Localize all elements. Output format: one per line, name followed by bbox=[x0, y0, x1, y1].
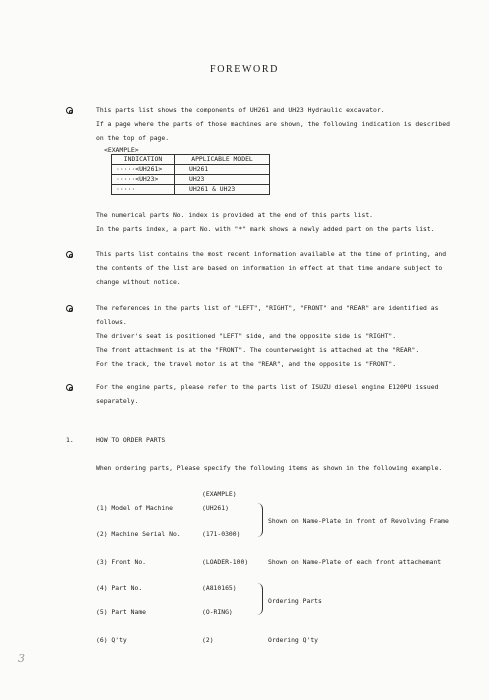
order-item-value: (A810165) bbox=[202, 584, 237, 592]
bullet-icon bbox=[66, 384, 73, 391]
table-cell: UH23 bbox=[175, 175, 270, 185]
table-cell: UH261 bbox=[175, 165, 270, 175]
table-row bbox=[112, 165, 270, 175]
order-item-value: (171-0300) bbox=[202, 530, 241, 538]
order-item-label: (5) Part Name bbox=[96, 608, 147, 616]
order-item-label: (2) Machine Serial No. bbox=[96, 530, 181, 538]
table-cell: ····· bbox=[112, 185, 175, 195]
indication-table bbox=[111, 154, 270, 195]
example-label: <EXAMPLE> bbox=[104, 146, 139, 154]
example-label: (EXAMPLE) bbox=[202, 490, 237, 498]
order-item-label: (3) Front No. bbox=[96, 558, 147, 566]
table-row bbox=[112, 185, 270, 195]
brace-bracket bbox=[256, 503, 263, 537]
order-item-label: (1) Model of Machine bbox=[96, 504, 173, 512]
table-cell: ·····<UH23> bbox=[112, 175, 175, 185]
foreword-line: the contents of the list are based on information in effect at that time andare subject to bbox=[96, 264, 443, 272]
foreword-line: on the top of page. bbox=[96, 134, 170, 142]
order-item-value: (LOADER-100) bbox=[202, 558, 249, 566]
foreword-line: The driver's seat is positioned "LEFT" side, and the opposite side is "RIGHT". bbox=[96, 332, 397, 340]
order-note: Shown on Name-Plate in front of Revolving Frame bbox=[268, 517, 449, 525]
foreword-line: For the track, the travel motor is at the "REAR", and the opposite is "FRONT". bbox=[96, 360, 397, 368]
foreword-line: follows. bbox=[96, 318, 127, 326]
table-header: INDICATION bbox=[112, 155, 175, 165]
foreword-line: In the parts index, a part No. with "*" mark shows a newly added part on the parts list. bbox=[96, 225, 435, 233]
section-number: 1. bbox=[66, 436, 74, 444]
order-item-label: (6) Q'ty bbox=[96, 636, 127, 644]
foreword-line: If a page where the parts of those machines are shown, the following indication is described bbox=[96, 120, 450, 128]
order-item-value: (2) bbox=[202, 636, 214, 644]
order-item-value: (UH261) bbox=[202, 504, 229, 512]
page-mark: 3 bbox=[18, 652, 25, 665]
table-cell: UH261 & UH23 bbox=[175, 185, 270, 195]
foreword-line: The numerical parts No. index is provided at the end of this parts list. bbox=[96, 211, 374, 219]
foreword-line: separately. bbox=[96, 397, 139, 405]
table-row bbox=[112, 175, 270, 185]
brace-bracket bbox=[256, 583, 263, 615]
order-item-value: (O-RING) bbox=[202, 608, 233, 616]
foreword-line: The references in the parts list of "LEFT", "RIGHT", "FRONT" and "REAR" are identified as bbox=[96, 304, 439, 312]
foreword-line: For the engine parts, please refer to the parts list of ISUZU diesel engine E120PU issued bbox=[96, 383, 439, 391]
table-header: APPLICABLE MODEL bbox=[175, 155, 270, 165]
foreword-line: This parts list shows the components of UH261 and UH23 Hydraulic excavator. bbox=[96, 106, 385, 114]
order-note: Ordering Parts bbox=[268, 597, 322, 605]
order-intro: When ordering parts, Please specify the following items as shown in the following example. bbox=[96, 464, 443, 472]
table-cell: ·····<UH261> bbox=[112, 165, 175, 175]
order-item-label: (4) Part No. bbox=[96, 584, 143, 592]
foreword-line: The front attachment is at the "FRONT". The counterweight is attached at the "REAR". bbox=[96, 346, 420, 354]
bullet-icon bbox=[66, 305, 73, 312]
bullet-icon bbox=[66, 251, 73, 258]
order-note: Ordering Q'ty bbox=[268, 636, 319, 644]
foreword-line: change without notice. bbox=[96, 278, 181, 286]
page-title: FOREWORD bbox=[210, 64, 279, 75]
order-note: Shown on Name-Plate of each front attachemant bbox=[268, 558, 442, 566]
table-header-row bbox=[112, 155, 270, 165]
section-heading: HOW TO ORDER PARTS bbox=[96, 436, 166, 444]
bullet-icon bbox=[66, 107, 73, 114]
foreword-line: This parts list contains the most recent information available at the time of printing, and bbox=[96, 250, 447, 258]
